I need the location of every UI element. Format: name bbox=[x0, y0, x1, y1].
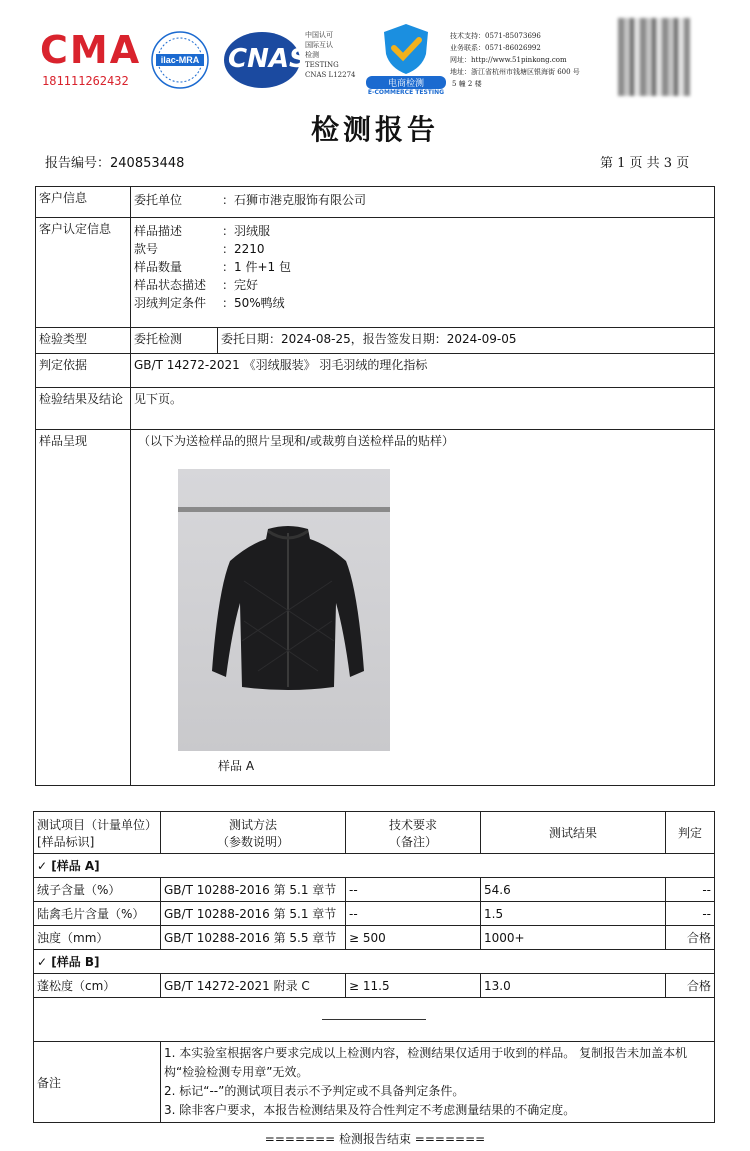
report-end-marker: ======= 检测报告结束 ======= bbox=[264, 1132, 486, 1146]
contact-address: 地址：浙江省杭州市钱塘区银海街 600 号 bbox=[450, 68, 580, 76]
sample-photo bbox=[178, 469, 390, 751]
ec-logo-sub: E-COMMERCE TESTING bbox=[367, 89, 445, 96]
qr-code bbox=[618, 18, 690, 96]
note-3: 3. 除非客户要求，本报告检测结果及符合性判定不考虑测量结果的不确定度。 bbox=[164, 1103, 576, 1117]
table-row: 浊度（mm） GB/T 10288-2016 第 5.5 章节 ≥ 500 1000+ 合格 bbox=[34, 926, 715, 950]
table-row: 蓬松度（cm） GB/T 14272-2021 附录 C ≥ 11.5 13.0 合格 bbox=[34, 974, 715, 998]
col-header-result: 测试结果 bbox=[481, 812, 666, 854]
notes-cell bbox=[161, 1042, 715, 1123]
jacket-image bbox=[208, 521, 368, 696]
sample-caption: 样品 A bbox=[218, 759, 255, 773]
inspection-type-value: 委托检测 bbox=[131, 328, 218, 354]
clothes-rail bbox=[178, 507, 390, 512]
ecommerce-testing-logo bbox=[367, 20, 445, 96]
separator-row bbox=[34, 998, 715, 1042]
ilac-logo-text: ilac-MRA bbox=[160, 55, 200, 65]
basis-label: 判定依据 bbox=[36, 354, 131, 388]
test-results-table bbox=[33, 811, 715, 1123]
divider bbox=[322, 1019, 426, 1020]
col-header-method: 测试方法 （参数说明） bbox=[161, 812, 346, 854]
cma-number: 181111262432 bbox=[42, 74, 129, 88]
shield-check-icon bbox=[372, 20, 440, 76]
client-name: 石狮市港克服饰有限公司 bbox=[234, 193, 367, 207]
cma-logo bbox=[40, 28, 140, 98]
col-header-item: 测试项目（计量单位） [样品标识] bbox=[34, 812, 161, 854]
cnas-logo bbox=[222, 30, 308, 90]
section-sample-a: ✓ [样品 A] bbox=[34, 854, 715, 878]
contact-info bbox=[450, 30, 580, 90]
basis-value: GB/T 14272-2021 《羽绒服装》 羽毛羽绒的理化指标 bbox=[131, 354, 715, 388]
sample-label: 样品呈现 bbox=[36, 430, 131, 786]
ec-logo-label: 电商检测 bbox=[366, 76, 446, 89]
result-label: 检验结果及结论 bbox=[36, 388, 131, 430]
contact-support: 技术支持：0571-85073696 bbox=[450, 32, 541, 40]
client-confirm-cell: 样品描述 ： 羽绒服 款号 ： 2210 样品数量 ： 1 件+1 包 样品状态描述 ： 完好 羽绒判定条件 ： 50%鸭绒 bbox=[131, 218, 715, 328]
col-header-verdict: 判定 bbox=[666, 812, 715, 854]
inspection-type-label: 检验类型 bbox=[36, 328, 131, 354]
section-sample-b: ✓ [样品 B] bbox=[34, 950, 715, 974]
table-row: 绒子含量（%） GB/T 10288-2016 第 5.1 章节 -- 54.6 -- bbox=[34, 878, 715, 902]
sample-note: （以下为送检样品的照片呈现和/或裁剪自送检样品的贴样） bbox=[138, 434, 455, 448]
note-2: 2. 标记“--”的测试项目表示不予判定或不具备判定条件。 bbox=[164, 1084, 465, 1098]
col-header-requirement: 技术要求 （备注） bbox=[346, 812, 481, 854]
client-info-cell: 委托单位 ： 石狮市港克服饰有限公司 bbox=[131, 187, 715, 218]
sample-cell bbox=[131, 430, 715, 786]
report-title: 检测报告 bbox=[310, 113, 439, 146]
report-number: 报告编号：240853448 bbox=[45, 156, 185, 171]
notes-label: 备注 bbox=[34, 1042, 161, 1123]
report-info-table bbox=[35, 186, 715, 786]
cnas-logo-text: CNAS bbox=[228, 44, 308, 74]
table-row: 陆禽毛片含量（%） GB/T 10288-2016 第 5.1 章节 -- 1.5 -- bbox=[34, 902, 715, 926]
client-confirm-label: 客户认定信息 bbox=[36, 218, 131, 328]
client-info-label: 客户信息 bbox=[36, 187, 131, 218]
note-1: 1. 本实验室根据客户要求完成以上检测内容，检测结果仅适用于收到的样品。 复制报告未加盖本机构“检验检测专用章”无效。 bbox=[164, 1046, 688, 1079]
result-value: 见下页。 bbox=[131, 388, 715, 430]
contact-address-2: 5 幢 2 楼 bbox=[452, 80, 482, 88]
contact-website: 网址：http://www.51pinkong.com bbox=[450, 56, 567, 64]
contact-business: 业务联系：0571-86026992 bbox=[450, 44, 541, 52]
page-number: 第 1 页 共 3 页 bbox=[600, 156, 690, 171]
cnas-accreditation-info: 中国认可 国际互认 检测 TESTING CNAS L12274 bbox=[305, 31, 356, 79]
ilac-mra-logo bbox=[150, 30, 210, 90]
cma-logo-text: CMA bbox=[40, 28, 142, 72]
inspection-dates: 委托日期：2024-08-25，报告签发日期：2024-09-05 bbox=[218, 328, 715, 354]
